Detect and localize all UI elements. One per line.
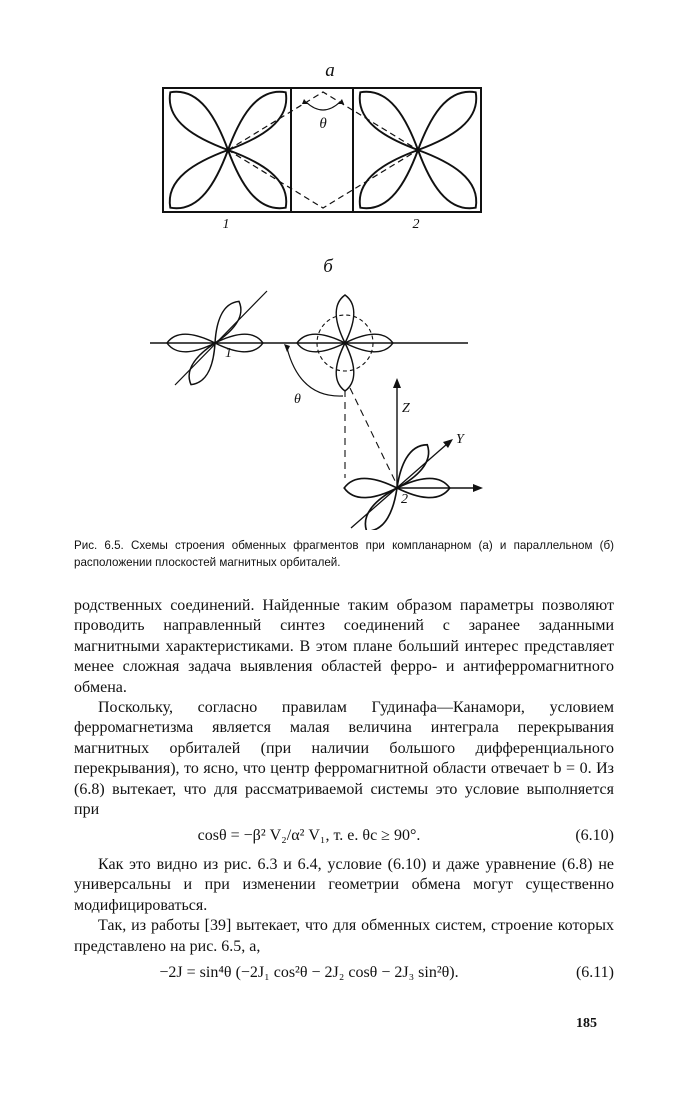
figure-caption	[74, 537, 614, 571]
panel-a	[160, 82, 486, 232]
fragment-1-label-a: 1	[222, 217, 230, 232]
equation-6-11-formula: −2J = sin⁴θ (−2J₁ cos²θ − 2J₂ cosθ − 2J₃ sin²θ).	[159, 963, 459, 981]
equation-6-11-number: (6.11)	[575, 963, 614, 981]
panel-b	[150, 291, 483, 530]
equation-6-10-formula: cosθ = −β² V₂/α² V₁, т. е. θc ≥ 90°.	[197, 827, 421, 845]
paragraph-2: Поскольку, согласно правилам Гудинафа—Канамори, условием ферромагнетизма является малая величина интеграла перекрывания магнитных орбиталей (при наличии большого дифференциального перекрывания), то ясно, что центр ферромагнитной области отвечает b = 0. Из (6.8) вытекает, что для рассматриваемой системы это условие выполняется при	[74, 699, 614, 819]
orbital-b1	[167, 291, 267, 389]
fragment-1-label-b: 1	[225, 346, 232, 361]
page-number: 185	[576, 1016, 597, 1031]
paragraph-4: Так, из работы [39] вытекает, что для обменных систем, строение которых представлено на рис. 6.5, а,	[74, 917, 614, 955]
paragraph-1: родственных соединений. Найденные таким образом параметры позволяют проводить направленный синтез соединений с заранее заданными магнитными характеристиками. В этом плане больший интерес представляет менее сложная задача выявления областей ферро- и антиферромагнитного обмена.	[74, 597, 614, 696]
caption-text: Схемы строения обменных фрагментов при компланарном (а) и параллельном (б) расположении плоскостей магнитных орбиталей.	[74, 539, 614, 569]
theta-label-a: θ	[319, 116, 327, 132]
fragment-2-label-b: 2	[401, 492, 408, 507]
equation-6-11	[74, 963, 614, 983]
paragraph-3: Как это видно из рис. 6.3 и 6.4, условие (6.10) и даже уравнение (6.8) не универсальны и при изменении геометрии обмена могут существенно модифицироваться.	[74, 855, 614, 914]
caption-label: Рис. 6.5.	[74, 539, 124, 552]
fragment-2-label-a: 2	[412, 217, 420, 232]
equation-6-10	[74, 826, 614, 846]
orbital-figure	[0, 0, 678, 530]
panel-b-label: б	[323, 256, 333, 277]
axis-y-label: Y	[456, 432, 464, 447]
equation-6-10-number: (6.10)	[575, 827, 614, 845]
panel-a-label: а	[325, 60, 335, 81]
orbital-b2	[344, 439, 483, 530]
theta-label-b: θ	[294, 392, 301, 407]
body-text	[74, 596, 614, 991]
axis-z-label: Z	[402, 401, 410, 416]
